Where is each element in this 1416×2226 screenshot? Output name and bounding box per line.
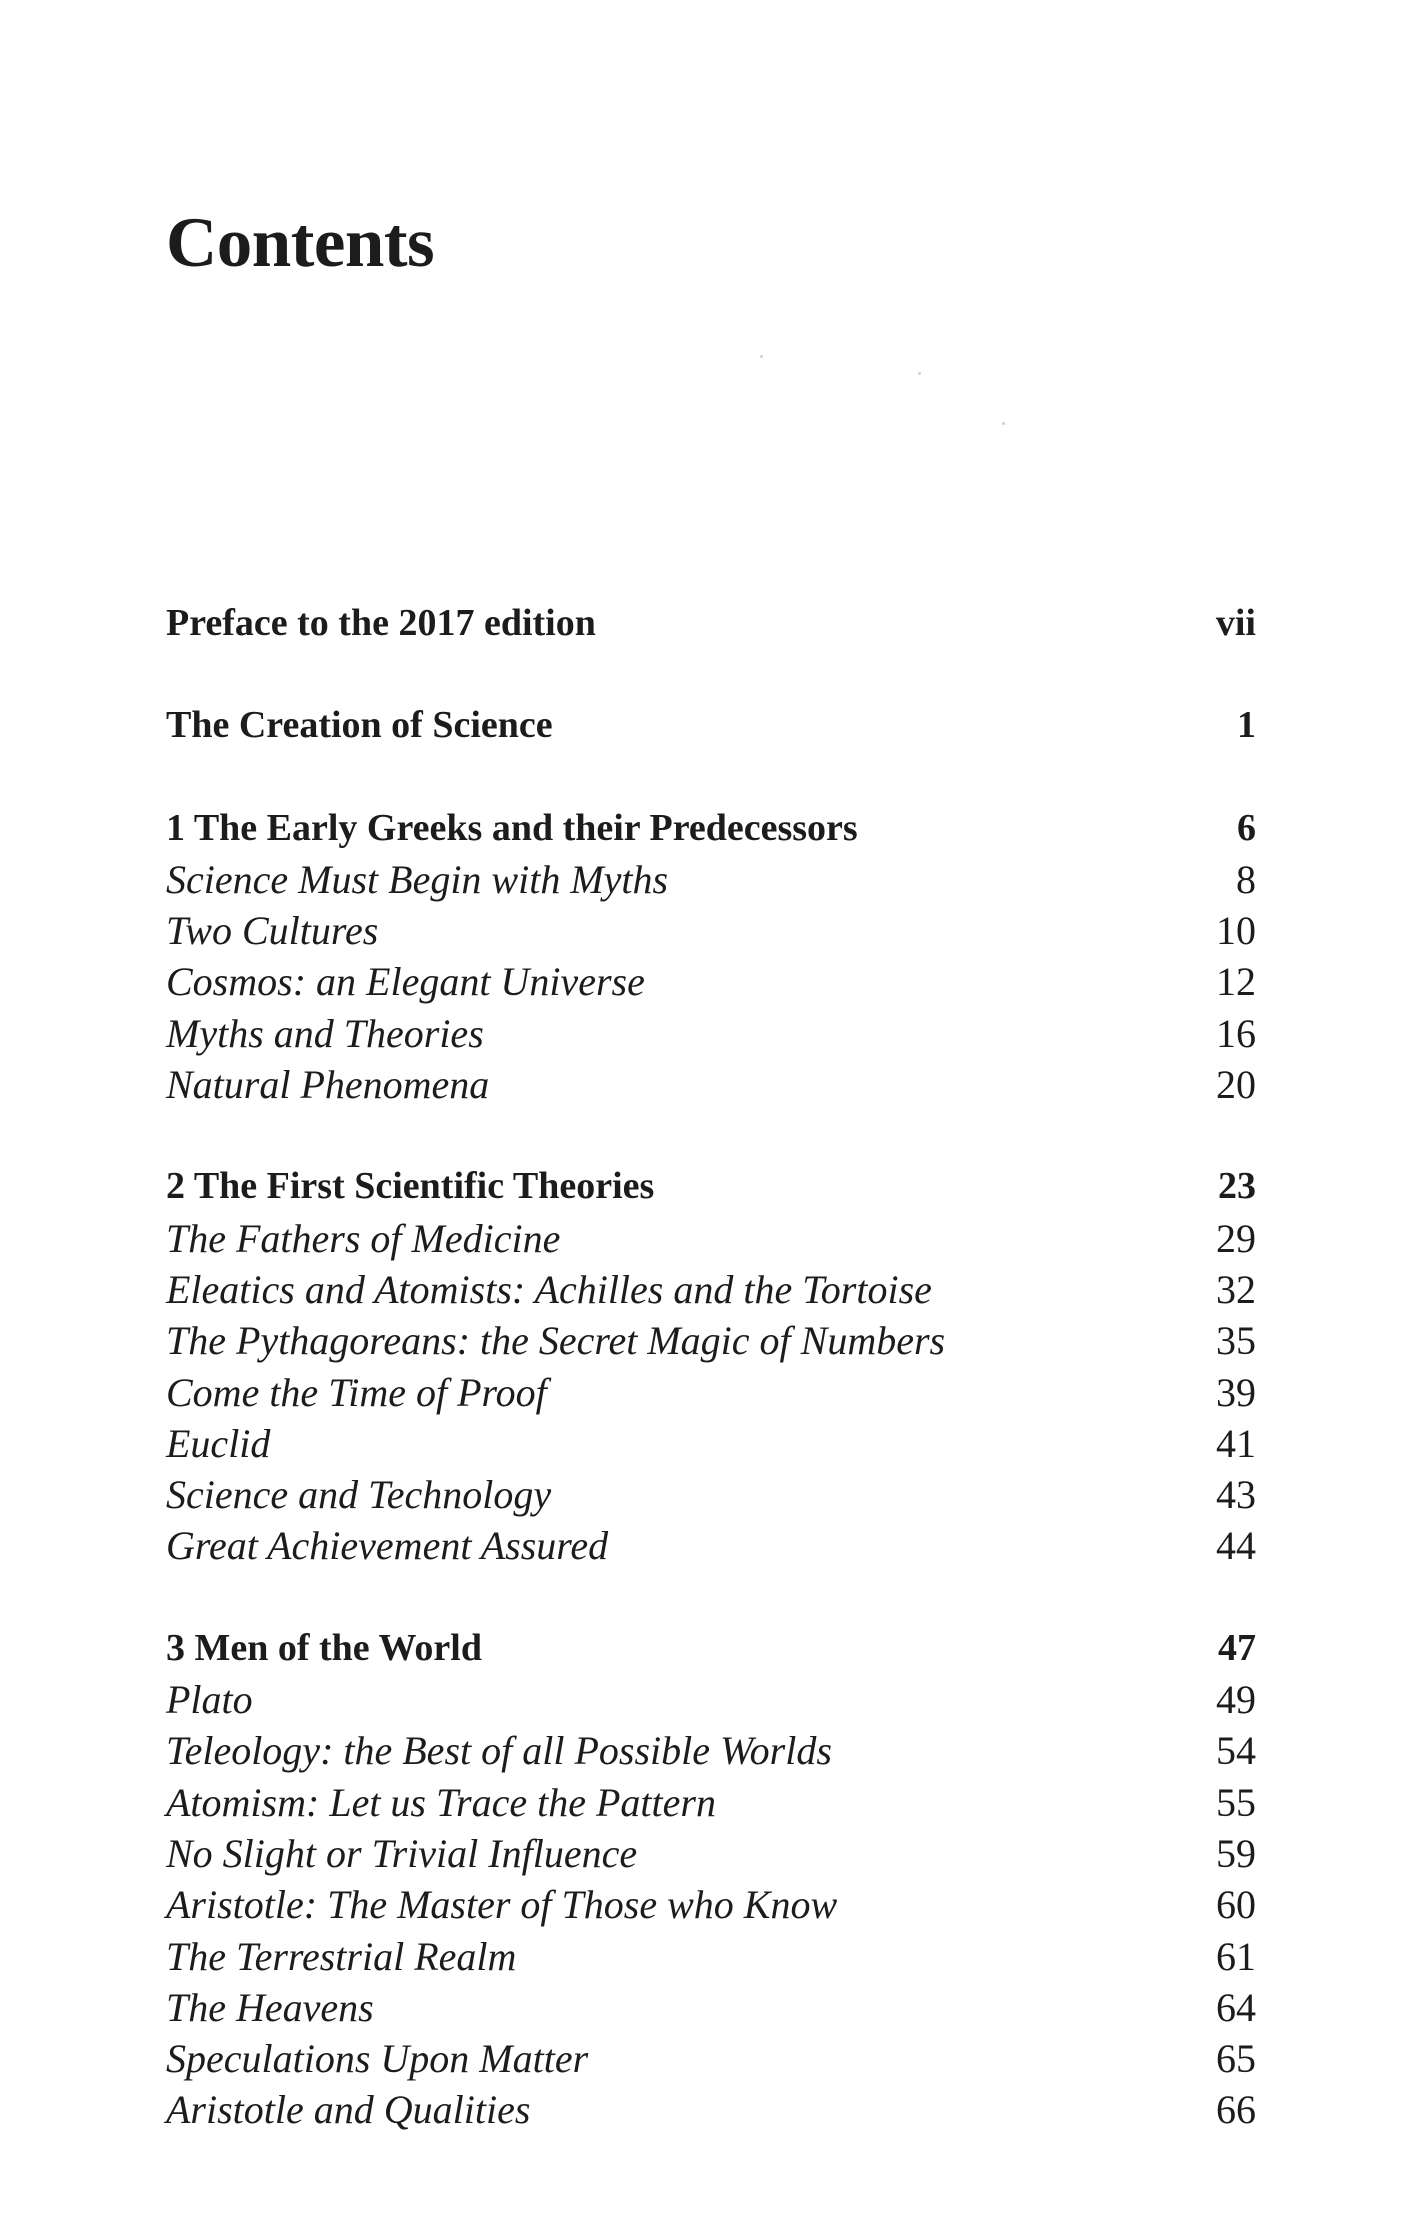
toc-section[interactable] bbox=[166, 1469, 1256, 1520]
section-title: Cosmos: an Elegant Universe bbox=[166, 959, 645, 1005]
toc-section[interactable] bbox=[166, 905, 1256, 956]
section-title: Eleatics and Atomists: Achilles and the Tortoise bbox=[166, 1266, 932, 1312]
toc-page-number: 55 bbox=[1216, 1779, 1256, 1825]
section-title: Aristotle: The Master of Those who Know bbox=[166, 1882, 838, 1928]
toc-page-number: 49 bbox=[1216, 1677, 1256, 1723]
scan-speck bbox=[760, 355, 763, 358]
toc-page-number: 12 bbox=[1216, 959, 1256, 1005]
toc-section[interactable] bbox=[166, 1674, 1256, 1725]
toc-chapter-1[interactable] bbox=[166, 803, 1256, 854]
toc-page-number: 16 bbox=[1216, 1010, 1256, 1056]
toc-section[interactable] bbox=[166, 1879, 1256, 1930]
section-title: Myths and Theories bbox=[166, 1010, 484, 1056]
toc-section[interactable] bbox=[166, 1520, 1256, 1571]
section-title: Teleology: the Best of all Possible Worlds bbox=[166, 1728, 832, 1774]
section-title: Science Must Begin with Myths bbox=[166, 856, 669, 902]
toc-page-number: 20 bbox=[1216, 1062, 1256, 1108]
toc-section[interactable] bbox=[166, 1828, 1256, 1879]
toc-page-number: 35 bbox=[1216, 1318, 1256, 1364]
section-title: The Pythagoreans: the Secret Magic of Numbers bbox=[166, 1318, 946, 1364]
toc-entry-title: Preface to the 2017 edition bbox=[166, 602, 596, 644]
toc-page-number: 66 bbox=[1216, 2087, 1256, 2133]
toc-section[interactable] bbox=[166, 1059, 1256, 1110]
section-title: Great Achievement Assured bbox=[166, 1523, 609, 1569]
toc-section[interactable] bbox=[166, 854, 1256, 905]
toc-section[interactable] bbox=[166, 1777, 1256, 1828]
toc-section[interactable] bbox=[166, 1367, 1256, 1418]
toc-page-number: 8 bbox=[1236, 856, 1256, 902]
chapter-title: 3 Men of the World bbox=[166, 1626, 482, 1669]
toc-section[interactable] bbox=[166, 2084, 1256, 2135]
section-title: The Heavens bbox=[166, 1984, 374, 2030]
table-of-contents bbox=[166, 598, 1256, 2136]
toc-chapter-3[interactable] bbox=[166, 1623, 1256, 1674]
toc-page-number: 43 bbox=[1216, 1472, 1256, 1518]
toc-page-number: 23 bbox=[1218, 1165, 1256, 1208]
section-title: Euclid bbox=[166, 1420, 271, 1466]
spacer bbox=[166, 649, 1256, 700]
toc-entry-title: The Creation of Science bbox=[166, 704, 553, 747]
section-title: Aristotle and Qualities bbox=[166, 2087, 531, 2133]
scan-speck bbox=[1002, 422, 1005, 425]
toc-page-number: 60 bbox=[1216, 1882, 1256, 1928]
chapter-title: 1 The Early Greeks and their Predecessors bbox=[166, 806, 858, 849]
toc-page-number: 10 bbox=[1216, 908, 1256, 954]
section-title: Speculations Upon Matter bbox=[166, 2036, 589, 2082]
section-title: No Slight or Trivial Influence bbox=[166, 1830, 638, 1876]
toc-section[interactable] bbox=[166, 956, 1256, 1007]
toc-page-number: 41 bbox=[1216, 1420, 1256, 1466]
toc-page-number: 1 bbox=[1237, 704, 1256, 747]
section-title: Plato bbox=[166, 1677, 253, 1723]
toc-page-number: 61 bbox=[1216, 1933, 1256, 1979]
toc-section[interactable] bbox=[166, 1008, 1256, 1059]
section-title: The Terrestrial Realm bbox=[166, 1933, 517, 1979]
spacer bbox=[166, 1572, 1256, 1623]
toc-chapter-2[interactable] bbox=[166, 1161, 1256, 1212]
section-title: The Fathers of Medicine bbox=[166, 1215, 561, 1261]
section-title: Natural Phenomena bbox=[166, 1062, 490, 1108]
section-title: Science and Technology bbox=[166, 1472, 552, 1518]
toc-page-number: 39 bbox=[1216, 1369, 1256, 1415]
chapter-title: 2 The First Scientific Theories bbox=[166, 1165, 655, 1208]
toc-page-number: 59 bbox=[1216, 1830, 1256, 1876]
page-title: Contents bbox=[166, 204, 435, 282]
section-title: Two Cultures bbox=[166, 908, 379, 954]
toc-page-number: 54 bbox=[1216, 1728, 1256, 1774]
section-title: Atomism: Let us Trace the Pattern bbox=[166, 1779, 716, 1825]
toc-section[interactable] bbox=[166, 1982, 1256, 2033]
toc-page-number: 6 bbox=[1237, 806, 1256, 849]
toc-section[interactable] bbox=[166, 1931, 1256, 1982]
toc-page-number: 64 bbox=[1216, 1984, 1256, 2030]
toc-section[interactable] bbox=[166, 1725, 1256, 1776]
section-title: Come the Time of Proof bbox=[166, 1369, 547, 1415]
toc-section[interactable] bbox=[166, 1315, 1256, 1366]
toc-section[interactable] bbox=[166, 2033, 1256, 2084]
toc-section[interactable] bbox=[166, 1264, 1256, 1315]
toc-page-number: vii bbox=[1215, 602, 1256, 644]
spacer bbox=[166, 1110, 1256, 1161]
toc-entry-preface[interactable] bbox=[166, 598, 1256, 649]
toc-page-number: 47 bbox=[1218, 1626, 1256, 1669]
toc-page-number: 29 bbox=[1216, 1215, 1256, 1261]
scan-speck bbox=[918, 372, 921, 375]
spacer bbox=[166, 752, 1256, 803]
toc-entry-creation-of-science[interactable] bbox=[166, 700, 1256, 751]
toc-page-number: 32 bbox=[1216, 1266, 1256, 1312]
toc-section[interactable] bbox=[166, 1418, 1256, 1469]
toc-page-number: 44 bbox=[1216, 1523, 1256, 1569]
toc-page-number: 65 bbox=[1216, 2036, 1256, 2082]
toc-section[interactable] bbox=[166, 1213, 1256, 1264]
